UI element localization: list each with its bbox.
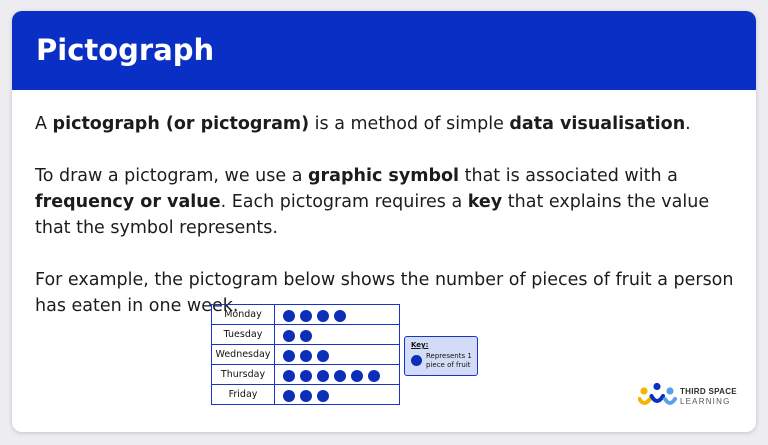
definition-paragraph: A pictograph (or pictogram) is a method of simple data visualisation. (35, 114, 691, 134)
fruit-symbol-icon (300, 310, 312, 322)
day-label: Thursday (212, 365, 275, 385)
logo-line1: THIRD SPACE (680, 387, 737, 396)
pictogram-row (212, 385, 400, 405)
fruit-symbol-icon (300, 370, 312, 382)
pictogram-row (212, 345, 400, 365)
day-label: Monday (212, 305, 275, 325)
fruit-symbol-icon (351, 370, 363, 382)
method-paragraph: To draw a pictogram, we use a graphic symbol that is associated with a frequency or value. Each pictogram requires a key that explains the value that the symbol represents. (35, 166, 710, 238)
content-card (12, 11, 756, 432)
fruit-symbol-icon (300, 330, 312, 342)
symbol-cell (275, 305, 400, 325)
fruit-symbol-icon (283, 370, 295, 382)
pictogram-row (212, 365, 400, 385)
page-title: Pictograph (36, 33, 215, 67)
fruit-symbol-icon (317, 310, 329, 322)
fruit-symbol-icon (300, 390, 312, 402)
fruit-symbol-icon (283, 310, 295, 322)
fruit-symbol-icon (368, 370, 380, 382)
fruit-symbol-icon (283, 390, 295, 402)
key-symbol-icon (411, 355, 422, 366)
symbol-cell (275, 365, 400, 385)
day-label: Friday (212, 385, 275, 405)
day-label: Tuesday (212, 325, 275, 345)
fruit-symbol-icon (317, 370, 329, 382)
fruit-symbol-icon (334, 310, 346, 322)
fruit-symbol-icon (317, 350, 329, 362)
key-title: Key: (411, 341, 429, 349)
logo-line2: LEARNING (680, 397, 731, 406)
title-banner (12, 11, 756, 90)
pictogram-row (212, 305, 400, 325)
day-label: Wednesday (212, 345, 275, 365)
fruit-symbol-icon (334, 370, 346, 382)
logo-mark-icon (638, 380, 678, 412)
pictogram-table (211, 304, 400, 405)
symbol-cell (275, 325, 400, 345)
example-paragraph: For example, the pictogram below shows the number of pieces of fruit a person has eaten in one week. (35, 270, 734, 316)
symbol-cell (275, 345, 400, 365)
fruit-symbol-icon (317, 390, 329, 402)
key-description: Represents 1 piece of fruit (426, 352, 472, 369)
symbol-cell (275, 385, 400, 405)
pictogram-key (404, 336, 478, 376)
third-space-learning-logo (638, 380, 748, 412)
fruit-symbol-icon (300, 350, 312, 362)
pictogram-row (212, 325, 400, 345)
fruit-symbol-icon (283, 330, 295, 342)
fruit-symbol-icon (283, 350, 295, 362)
